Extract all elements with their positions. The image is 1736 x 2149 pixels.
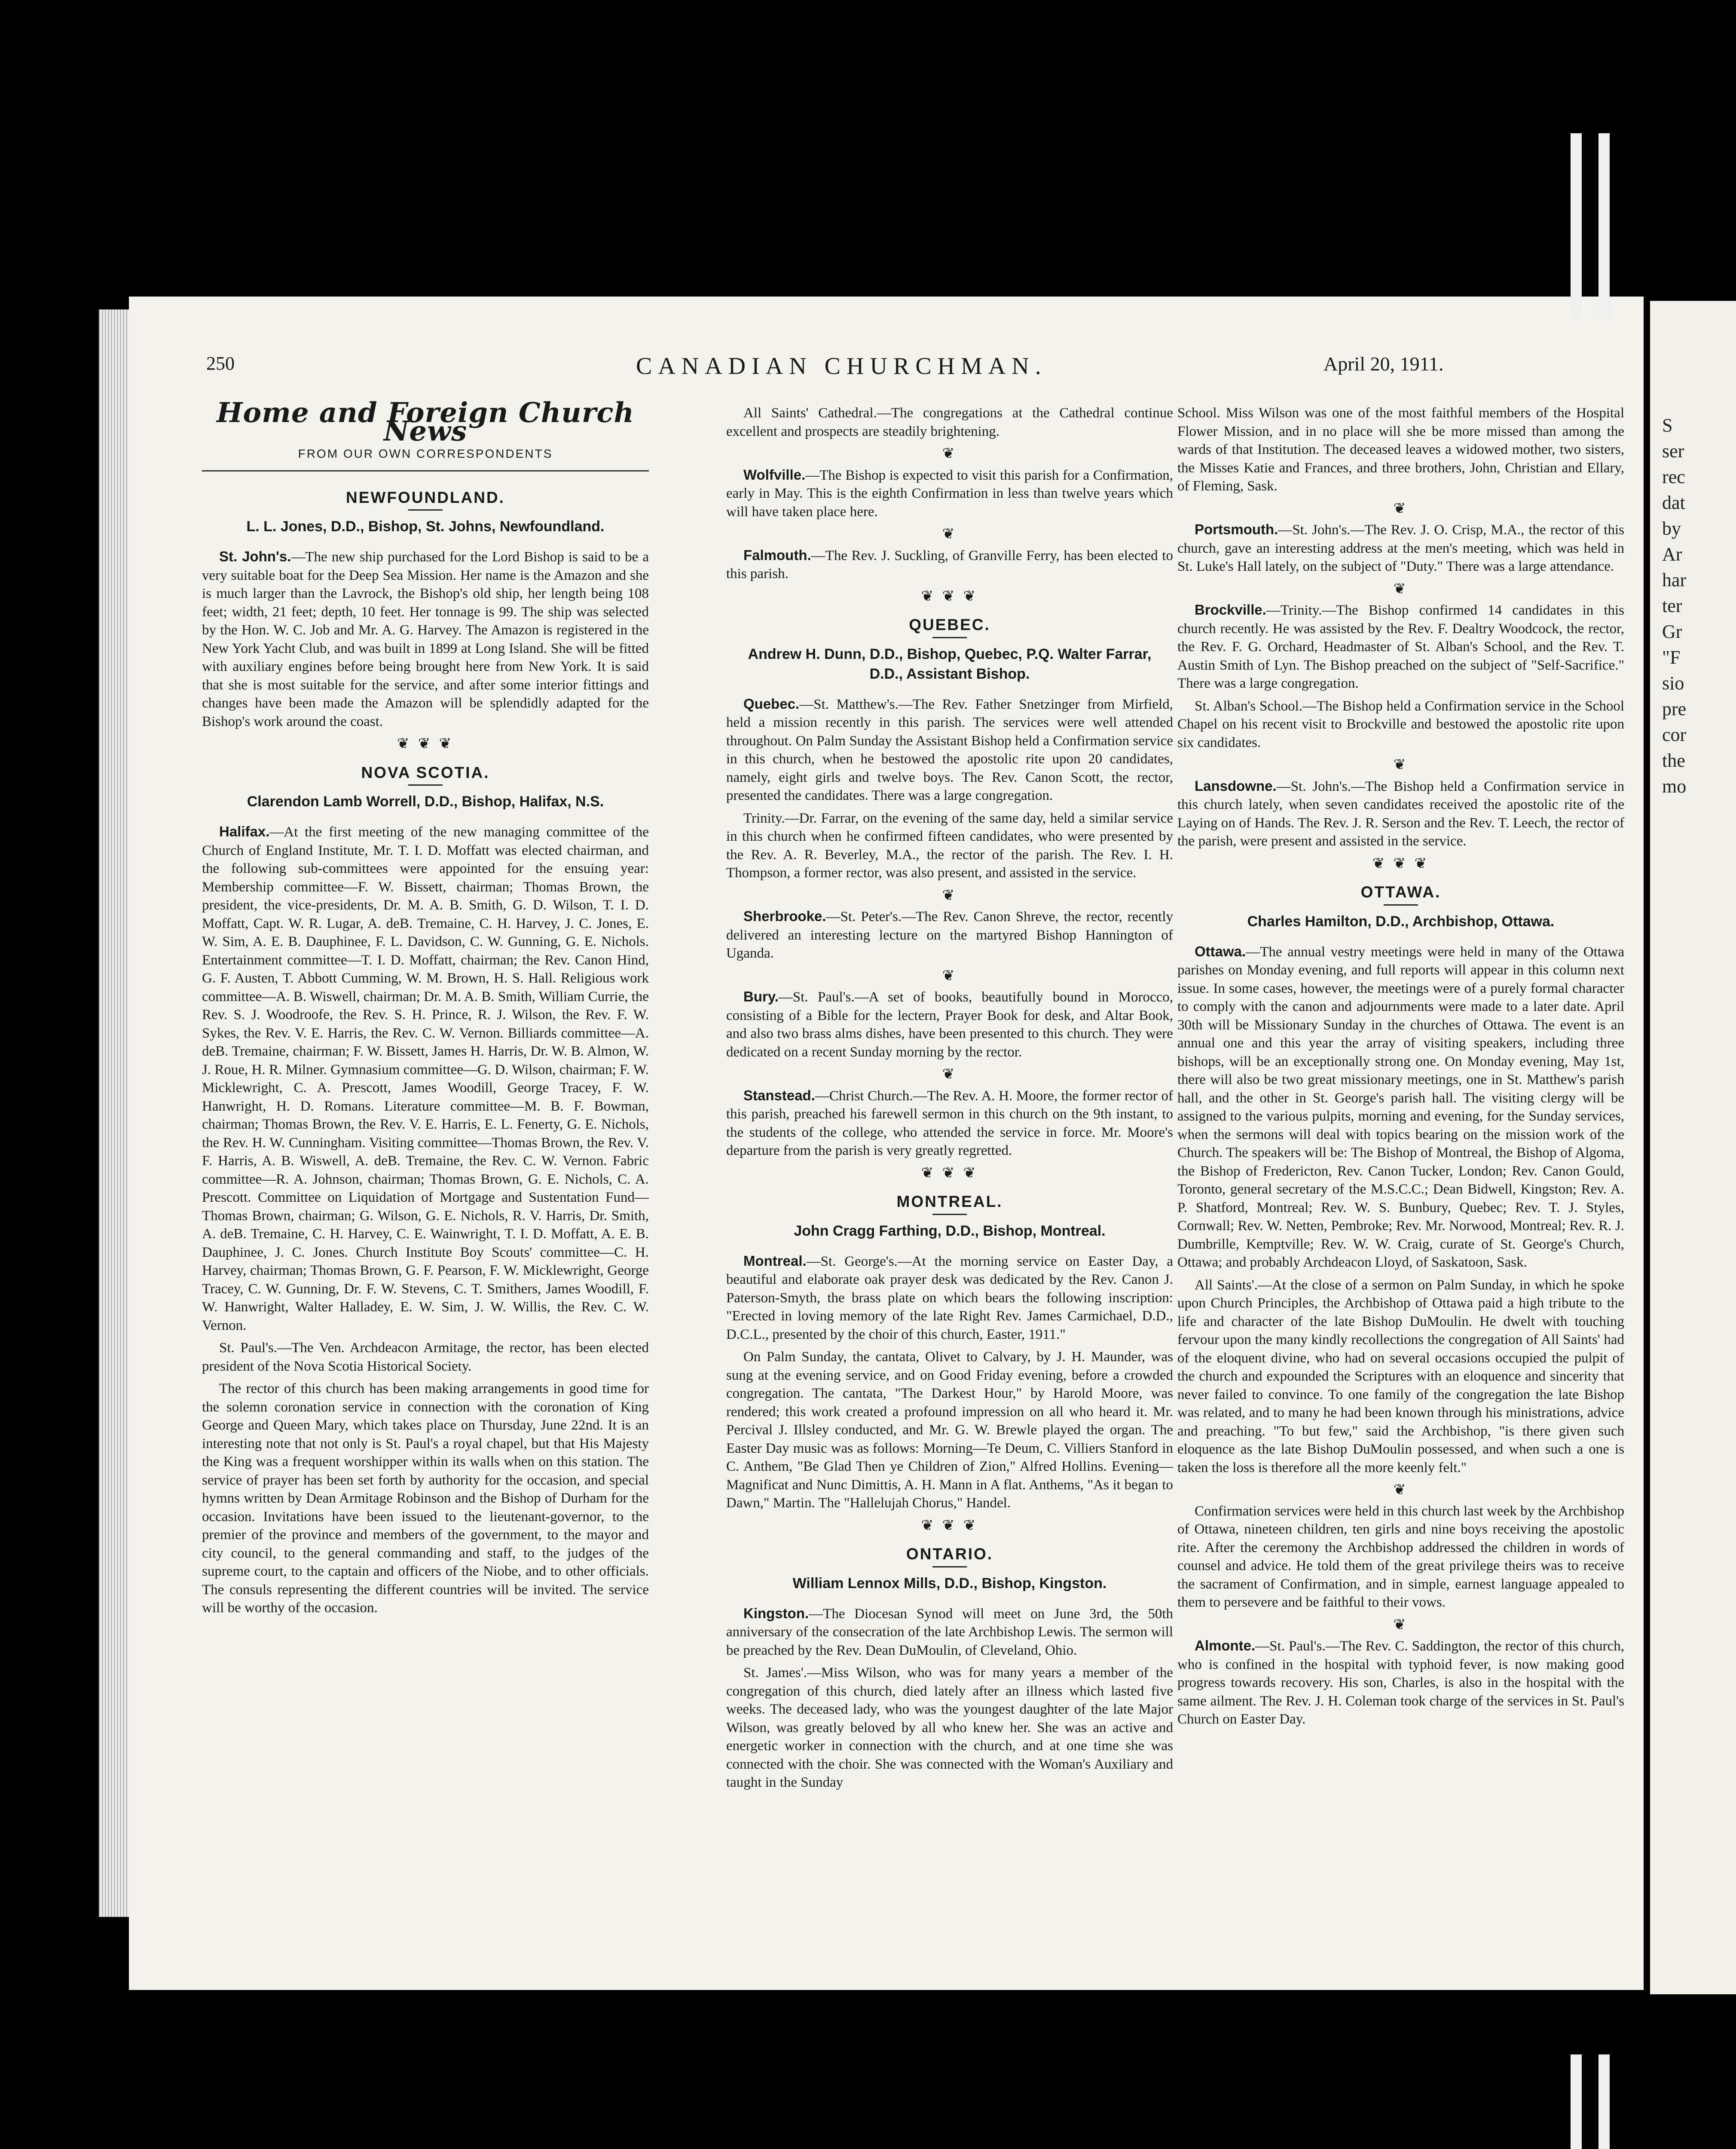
- adjacent-page-text: "F: [1662, 647, 1681, 668]
- bishop-line: L. L. Jones, D.D., Bishop, St. Johns, Newfoundland.: [246, 518, 605, 535]
- article-paragraph: Almonte.—St. Paul's.—The Rev. C. Saddington, the rector of this church, who is confined in the hospital with typhoid fever, is now making good progress towards recovery. His son, Charles, is also in the hospital with the same ailment. The Rev. J. H. Coleman took charge of the services in St. Paul's Church on Easter Day.: [1177, 1638, 1624, 1727]
- article-paragraph: St. John's.—The new ship purchased for the Lord Bishop is said to be a very suitable boat for the Deep Sea Mission. Her name is the Amazon and she is much larger than the Lavrock, the Bishop's old ship, her length being 108 feet; width, 21 feet; depth, 10 feet. Her tonnage is 99. The ship was selected by the Hon. W. C. Job and Mr. A. G. Harvey. The Amazon is registered in the New York Yacht Club, and was built in 1899 at Long Island. She will be fitted with auxiliary engines before being brought here from New York. It is said that she is most suitable for the service, and after some interior fittings and changes have been made the Amazon will be splendidly adapted for the Bishop's work around the coast.: [202, 548, 649, 729]
- ornament: ❦ ❦ ❦: [921, 1517, 978, 1534]
- article-paragraph: All Saints' Cathedral.—The congregations at the Cathedral continue excellent and prospects are steadily brightening.: [726, 405, 1173, 439]
- film-edge-bar: [1571, 2054, 1582, 2149]
- column-3: [1177, 404, 1624, 1733]
- film-edge-bar: [1571, 133, 1582, 318]
- rule: [932, 1214, 967, 1215]
- rule: [408, 784, 443, 786]
- journal-title: CANADIAN CHURCHMAN.: [636, 353, 1047, 380]
- adjacent-page-text: dat: [1662, 492, 1685, 513]
- section-heading: OTTAWA.: [1360, 883, 1441, 901]
- article-paragraph: Montreal.—St. George's.—At the morning service on Easter Day, a beautiful and elaborate oak prayer desk was dedicated by the Rev. Canon J. Paterson-Smyth, the brass plate on which bears the following inscription: "Erected in loving memory of the late Right Rev. James Carmichael, D.D., D.C.L., presented by the choir of this church, Easter, 1911.": [726, 1252, 1173, 1342]
- article-paragraph: Lansdowne.—St. John's.—The Bishop held a Confirmation service in this church lately, when seven candidates received the apostolic rite of the Laying on of Hands. The Rev. J. R. Serson and the Rev. T. Leech, the rector of the parish, were present and assisted in the service.: [1177, 778, 1624, 849]
- rule: [1384, 904, 1418, 906]
- ornament: ❦: [942, 1066, 957, 1082]
- ornament: ❦ ❦ ❦: [921, 588, 978, 604]
- adjacent-page-fragment: [1650, 301, 1736, 1994]
- article-paragraph: The rector of this church has been making arrangements in good time for the solemn coronation service in connection with the coronation of King George and Queen Mary, which takes place on Thursday, June 22nd. It is an interesting note that not only is St. Paul's a royal chapel, but that His Majesty the King was a frequent worshipper within its walls when on this station. The service of prayer has been set forth by authority for the occasion, and special hymns written by Dean Armitage Robinson and the Bishop of Durham for the occasion. Invitations have been issued to the lieutenant-governor, to the premier of the province and members of the government, to the mayor and city council, to the general commanding and staff, to the judges of the supreme court, to the captain and officers of the Niobe, and to other officials. The consuls representing the different countries will be invited. The service will be worthy of the occasion.: [202, 1381, 649, 1616]
- bishop-line: William Lennox Mills, D.D., Bishop, Kingston.: [792, 1575, 1107, 1592]
- adjacent-page-text: sio: [1662, 673, 1684, 694]
- article-paragraph: Brockville.—Trinity.—The Bishop confirmed 14 candidates in this church recently. He was assisted by the Rev. F. Dealtry Woodcock, the rector, the Rev. F. G. Orchard, Headmaster of St. Alban's School, and the Rev. T. Austin Smith of Lyn. The Bishop preached on the subject of "Self-Sacrifice." There was a large congregation.: [1177, 602, 1624, 691]
- article-paragraph: Bury.—St. Paul's.—A set of books, beautifully bound in Morocco, consisting of a Bible for the lectern, Prayer Book for desk, and Altar Book, and also two brass alms dishes, have been presented to this church. They were dedicated on a recent Sunday morning by the rector.: [726, 989, 1173, 1060]
- article-paragraph: Wolfville.—The Bishop is expected to visit this parish for a Confirmation, early in May. This is the eighth Confirmation in less than twelve years which will have taken place here.: [726, 466, 1173, 520]
- rule: [932, 1566, 967, 1567]
- section-heading: NEWFOUNDLAND.: [346, 488, 505, 506]
- ornament: ❦: [1393, 1616, 1409, 1633]
- ornament: ❦: [1393, 757, 1409, 773]
- adjacent-page-text: Ar: [1662, 544, 1682, 565]
- rule: [932, 637, 967, 638]
- bishop-line: Clarendon Lamb Worrell, D.D., Bishop, Halifax, N.S.: [247, 793, 604, 810]
- article-paragraph: Stanstead.—Christ Church.—The Rev. A. H. Moore, the former rector of this parish, preached his farewell sermon in this church on the 9th instant, to the students of the college, who attended the service in force. Mr. Moore's departure from the parish is very greatly regretted.: [726, 1087, 1173, 1158]
- article-paragraph: Quebec.—St. Matthew's.—The Rev. Father Snetzinger from Mirfield, held a mission recently in this parish. The services were well attended throughout. On Palm Sunday the Assistant Bishop held a Confirmation service in this church, when he bestowed the apostolic rite upon 20 candidates, namely, eight girls and twelve boys. The Rev. Canon Scott, the rector, presented the candidates. There was a large congregation.: [726, 695, 1173, 803]
- article-paragraph: Confirmation services were held in this church last week by the Archbishop of Ottawa, nineteen children, ten girls and nine boys receiving the apostolic rite. After the ceremony the Archbishop addressed the children in words of counsel and advice. He told them of the great privilege theirs was to receive the sacrament of Confirmation, and in simple, earnest language appealed to them to persevere and be faithful to their vows.: [1177, 1503, 1624, 1610]
- article-paragraph: Trinity.—Dr. Farrar, on the evening of the same day, held a similar service in this church when he confirmed fifteen candidates, who were presented by the Rev. A. R. Beverley, M.A., the rector of the parish. The Rev. I. H. Thompson, a former rector, was also present, and assisted in the service.: [726, 810, 1173, 881]
- article-paragraph: Ottawa.—The annual vestry meetings were held in many of the Ottawa parishes on Monday evening, and full reports will appear in this column next issue. In some cases, however, the meetings were of a purely formal character to comply with the canon and adjournments were made to a later date. April 30th will be Missionary Sunday in the churches of Ottawa. The event is an annual one and this year the array of visiting speakers, including three bishops, will be an exceptionally strong one. On Monday evening, May 1st, there will also be two great missionary meetings, one in St. Matthew's parish hall, and the other in St. George's parish hall. The visiting clergy will be assigned to the various pulpits, morning and evening, for the Sunday services, when the sermons will deal with topics bearing on the mission work of the Church. The speakers will be: The Bishop of Montreal, the Bishop of Algoma, the Bishop of Fredericton, Rev. Canon Tucker, London; Rev. Canon Gould, Toronto, general secretary of the M.S.C.C.; Dean Bidwell, Kingston; Rev. A. P. Shatford, Montreal; Rev. W. S. Bunbury, Quebec; Rev. T. J. Styles, Cornwall; Rev. W. Netten, Pembroke; Rev. Mr. Norwood, Montreal; Rev. R. J. Dumbrille, Kemptville; Rev. W. W. Craig, curate of St. George's Church, Ottawa; and probably Archdeacon Lloyd, of Saskatoon, Sask.: [1177, 943, 1624, 1270]
- film-edge-bar: [1598, 2054, 1610, 2149]
- column-2: [726, 404, 1173, 1796]
- ornament: ❦: [1393, 581, 1409, 597]
- page-number: 250: [206, 353, 235, 374]
- article-paragraph: Halifax.—At the first meeting of the new managing committee of the Church of England Institute, Mr. T. I. D. Moffatt was elected chairman, and the following sub-committees were appointed for the ensuing year: Membership committee—F. W. Bissett, chairman; Thomas Brown, the president, the vice-presidents, Dr. M. A. B. Smith, G. D. Wilson, T. I. D. Moffatt, Capt. W. R. Lugar, A. deB. Tremaine, C. H. Harvey, J. C. Jones, E. W. Sim, A. E. B. Dauphinee, F. L. Davidson, C. W. Gunning, G. E. Nichols. Entertainment committee—T. I. D. Moffatt, chairman; the Rev. Canon Hind, G. F. Austen, T. Abbott Cumming, W. M. Brown, H. S. Hall. Religious work committee—A. B. Wiswell, chairman; Dr. M. A. B. Smith, William Currie, the Rev. S. J. Woodroofe, the Rev. S. H. Prince, R. J. Wilson, the Rev. F. W. Sykes, the Rev. V. E. Harris, the Rev. C. W. Vernon. Billiards committee—A. deB. Tremaine, chairman; F. W. Bissett, James H. Harris, Dr. W. B. Almon, W. J. Roue, H. R. Milner. Gymnasium committee—G. D. Wilson, chairman; F. W. Micklewright, C. A. Prescott, James Woodill, George Tracey, F. W. Hanwright, H. D. Romans. Literature committee—M. B. F. Bowman, chairman; Thomas Brown, the Rev. V. E. Harris, E. L. Fenerty, G. E. Nichols, the Rev. H. W. Cunningham. Visiting committee—Thomas Brown, the Rev. V. F. Harris, A. B. Wiswell, A. deB. Tremaine, the Rev. C. W. Vernon. Fabric committee—R. A. Johnson, chairman; Thomas Brown, G. E. Nichols, C. A. Prescott. Committee on Liquidation of Mortgage and Sustentation Fund—Thomas Brown, chairman; G. Wilson, G. E. Nichols, R. V. Harris, Dr. Smith, A. deB. Tremaine, C. H. Harvey, C. E. Wainwright, T. I. D. Moffatt, A. E. B. Dauphinee, J. C. Jones. Church Institute Boy Scouts' committee—C. H. Harvey, chairman; Thomas Brown, G. F. Pearson, F. W. Micklewright, George Tracey, C. W. Gunning, Dr. F. W. Stevens, C. T. Smithers, James Woodill, F. W. Hanwright, Walter Halladey, E. W. Sim, J. W. Willis, the Rev. C. W. Vernon.: [202, 823, 649, 1333]
- adjacent-page-text: the: [1662, 750, 1685, 771]
- section-heading: ONTARIO.: [906, 1545, 993, 1563]
- ornament: ❦ ❦ ❦: [1372, 855, 1430, 872]
- bishop-line: Andrew H. Dunn, D.D., Bishop, Quebec, P.Q. Walter Farrar, D.D., Assistant Bishop.: [748, 646, 1152, 682]
- adjacent-page-text: by: [1662, 518, 1681, 539]
- section-heading: QUEBEC.: [909, 616, 990, 634]
- article-paragraph: All Saints'.—At the close of a sermon on Palm Sunday, in which he spoke upon Church Principles, the Archbishop of Ottawa paid a high tribute to the life and character of the late Bishop DuMoulin. He dwelt with touching fervour upon the many kindly recollections the congregation of All Saints' had of the eloquent divine, who had on several occasions occupied the pulpit of the church and expounded the Scriptures with an eloquence and sincerity that never failed to convince. To one family of the congregation the late Bishop was related, and to many he had been known through his ministrations, advice and preaching. "To but few," said the Archbishop, "is there given such eloquence as the late Bishop DuMoulin possessed, and when such a one is taken the loss is therefore all the more keenly felt.": [1177, 1277, 1624, 1476]
- ornament: ❦: [942, 446, 957, 462]
- section-heading: MONTREAL.: [896, 1193, 1003, 1210]
- issue-date: April 20, 1911.: [1323, 353, 1444, 375]
- ornament: ❦: [942, 526, 957, 542]
- adjacent-page-text: cor: [1662, 724, 1687, 745]
- ornament: ❦ ❦ ❦: [397, 736, 454, 752]
- ornament: ❦: [942, 967, 957, 984]
- adjacent-page-text: rec: [1662, 466, 1685, 487]
- ornament: ❦: [1393, 1482, 1409, 1498]
- section-heading: NOVA SCOTIA.: [361, 763, 490, 781]
- adjacent-page-text: Gr: [1662, 621, 1682, 642]
- bishop-line: Charles Hamilton, D.D., Archbishop, Ottawa.: [1247, 913, 1555, 930]
- page-edge-stack: [99, 309, 133, 1917]
- adjacent-page-text: S: [1662, 415, 1673, 436]
- adjacent-page-text: mo: [1662, 776, 1687, 797]
- article-paragraph: St. Alban's School.—The Bishop held a Confirmation service in the School Chapel on his recent visit to Brockville and bestowed the apostolic rite upon six candidates.: [1177, 698, 1624, 750]
- ornament: ❦ ❦ ❦: [921, 1165, 978, 1181]
- article-paragraph: Kingston.—The Diocesan Synod will meet on June 3rd, the 50th anniversary of the consecration of the late Archbishop Lewis. The sermon will be preached by the Rev. Dean DuMoulin, of Cleveland, Ohio.: [726, 1605, 1173, 1658]
- masthead-subtitle: FROM OUR OWN CORRESPONDENTS: [202, 445, 649, 471]
- adjacent-page-text: pre: [1662, 698, 1687, 719]
- ornament: ❦: [1393, 500, 1409, 517]
- article-paragraph: St. James'.—Miss Wilson, who was for many years a member of the congregation of this church, died lately after an illness which lasted five weeks. The deceased lady, who was the youngest daughter of the late Major Wilson, was greatly beloved by all who knew her. She was an active and energetic worker in connection with the church, and at one time she was connected with the choir. She was connected with the Woman's Auxiliary and taught in the Sunday: [726, 1665, 1173, 1790]
- adjacent-page-text: har: [1662, 569, 1687, 591]
- column-1: [202, 397, 649, 1622]
- article-paragraph: Portsmouth.—St. John's.—The Rev. J. O. Crisp, M.A., the rector of this church, gave an interesting address at the men's meeting, which was held in St. Luke's Hall lately, on the subject of "Duty." There was a large attendance.: [1177, 521, 1624, 574]
- article-paragraph: St. Paul's.—The Ven. Archdeacon Armitage, the rector, has been elected president of the Nova Scotia Historical Society.: [202, 1340, 649, 1374]
- section-masthead: Home and Foreign Church News: [216, 397, 635, 447]
- adjacent-page-text: ser: [1662, 441, 1684, 462]
- article-paragraph: School. Miss Wilson was one of the most faithful members of the Hospital Flower Mission, and in no place will she be more missed than among the wards of that Institution. The deceased leaves a widowed mother, two sisters, the Misses Katie and Frances, and three brothers, John, Christian and Ellary, of Fleming, Sask.: [1177, 405, 1624, 494]
- article-paragraph: On Palm Sunday, the cantata, Olivet to Calvary, by J. H. Maunder, was sung at the evening service, and on Good Friday evening, before a crowded congregation. The cantata, "The Darkest Hour," by Harold Moore, was rendered; this work created a profound impression on all who heard it. Mr. Percival J. Illsley conducted, and Mr. G. W. Brewle played the organ. The Easter Day music was as follows: Morning—Te Deum, C. Villiers Stanford in C. Anthem, "Be Glad Then ye Children of Zion," Alfred Hollins. Evening—Magnificat and Nunc Dimittis, A. H. Mann in A flat. Anthems, "As it began to Dawn," Martin. The "Hallelujah Chorus," Handel.: [726, 1349, 1173, 1511]
- article-paragraph: Sherbrooke.—St. Peter's.—The Rev. Canon Shreve, the rector, recently delivered an interesting lecture on the martyred Bishop Hannington of Uganda.: [726, 908, 1173, 961]
- rule: [408, 509, 443, 511]
- adjacent-page-text: ter: [1662, 595, 1682, 616]
- running-header: [0, 352, 1515, 387]
- bishop-line: John Cragg Farthing, D.D., Bishop, Montreal.: [794, 1222, 1106, 1239]
- article-paragraph: Falmouth.—The Rev. J. Suckling, of Granville Ferry, has been elected to this parish.: [726, 547, 1173, 582]
- film-edge-bar: [1598, 133, 1610, 318]
- ornament: ❦: [942, 887, 957, 903]
